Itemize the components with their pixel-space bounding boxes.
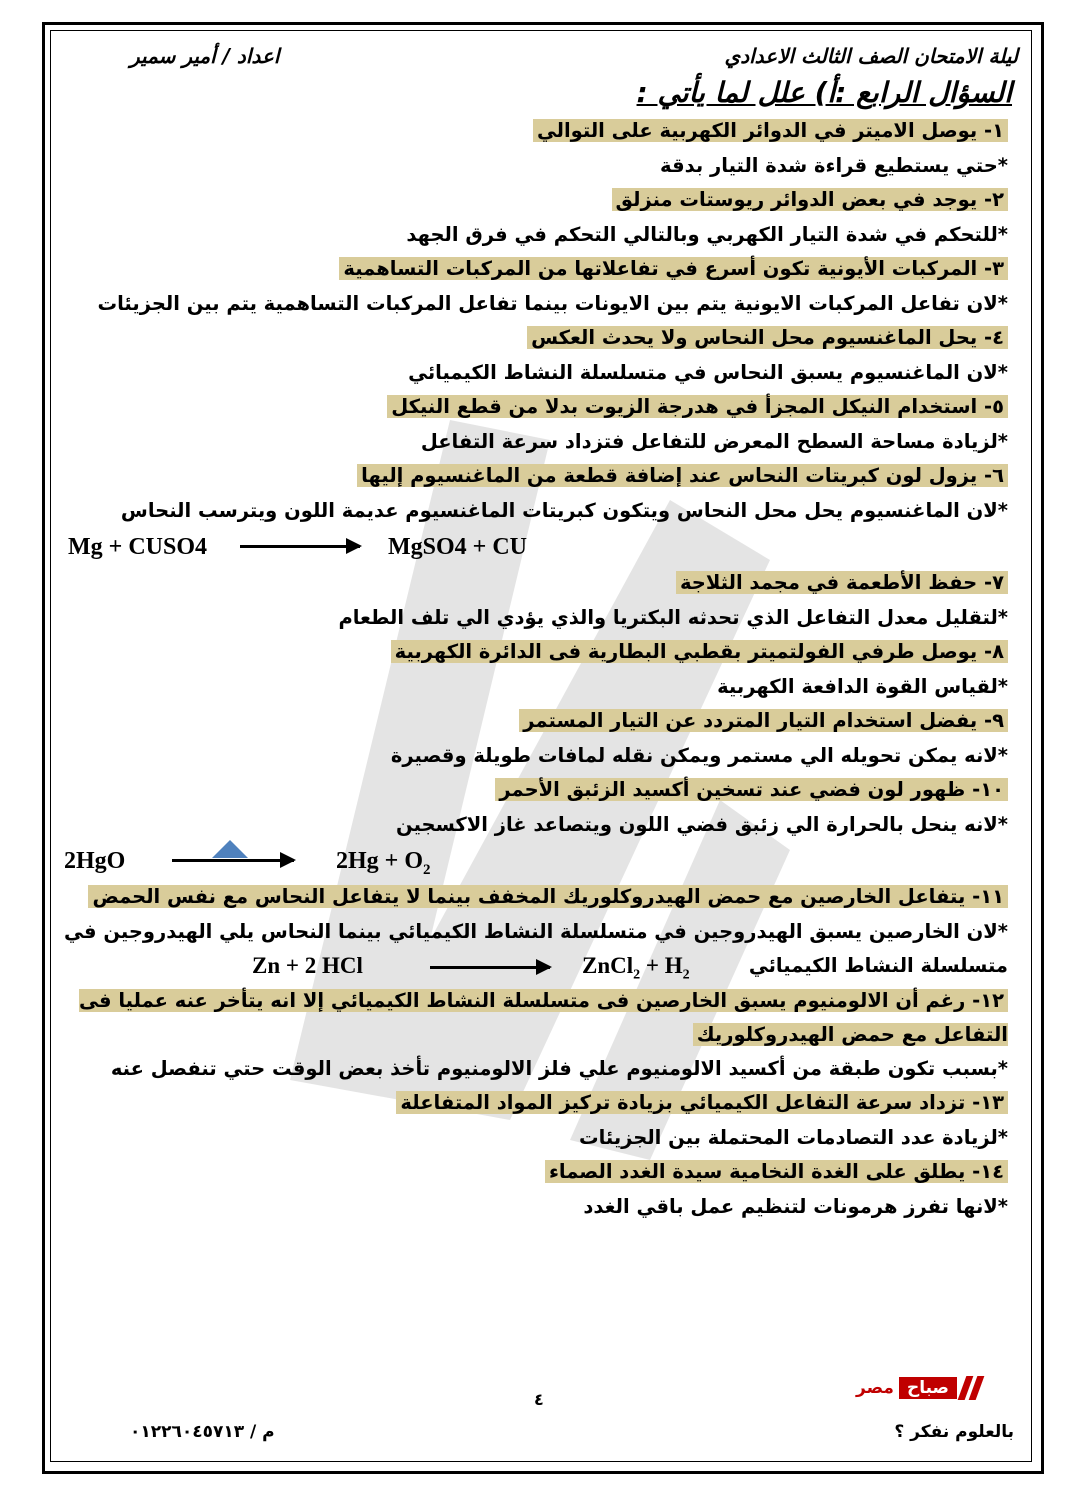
answer-12: *بسبب تكون طبقة من أكسيد الالومنيوم علي فلز الالومنيوم تأخذ بعض الوقت حتي تنفصل عنه xyxy=(110,1056,1008,1080)
question-8: ٨- يوصل طرفي الفولتميتر بقطبي البطارية فى الدائرة الكهربية xyxy=(68,635,1008,670)
answer-8: *لقياس القوة الدافعة الكهربية xyxy=(717,674,1008,698)
question-6: ٦- يزول لون كبريتات النحاس عند إضافة قطعة من الماغنسيوم إليها xyxy=(68,459,1008,494)
logo-box: صباح xyxy=(899,1377,957,1399)
eq2-right: $2Hg + O_2$ xyxy=(336,848,431,878)
eq3-right: ZnCl$_2$ + $H_2$ xyxy=(582,953,690,983)
header-title: ليلة الامتحان الصف الثالث الاعدادي xyxy=(724,44,1018,68)
answer-3: *لان تفاعل المركبات الايونية يتم بين الايونات بينما تفاعل المركبات التساهمية يتم بين الجزيئات xyxy=(97,291,1008,315)
answer-7: *لتقليل معدل التفاعل الذي تحدثه البكتريا والذي يؤدي الي تلف الطعام xyxy=(338,605,1008,629)
eq2-left: 2HgO xyxy=(64,848,126,874)
question-13: ١٣- تزداد سرعة التفاعل الكيميائي بزيادة تركيز المواد المتفاعلة xyxy=(68,1086,1008,1121)
question-14: ١٤- يطلق على الغدة النخامية سيدة الغدد الصماء xyxy=(68,1155,1008,1190)
answer-14: *لانها تفرز هرمونات لتنظيم عمل باقي الغدد xyxy=(583,1194,1008,1218)
answer-9: *لانه يمكن تحويله الي مستمر ويمكن نقله لمافات طويلة وقصيرة xyxy=(390,743,1008,767)
answer-1: *حتي يستطيع قراءة شدة التيار بدقة xyxy=(660,153,1008,177)
answer-13: *لزيادة عدد التصادمات المحتملة بين الجزيئات xyxy=(578,1125,1008,1149)
equation-hgo xyxy=(64,842,1008,880)
footer-slogan: بالعلوم نفكر ؟ xyxy=(894,1422,1014,1442)
reaction-arrow xyxy=(430,966,550,969)
logo-text: مصر xyxy=(856,1378,894,1398)
eq1-left: Mg + CUSO4 xyxy=(68,534,208,560)
question-1: ١- يوصل الاميتر في الدوائر الكهربية على التوالي xyxy=(68,114,1008,149)
heat-triangle-icon xyxy=(212,840,248,858)
question-7: ٧- حفظ الأطعمة في مجمد الثلاجة xyxy=(68,566,1008,601)
answer-11: *لان الخارصين يسبق الهيدروجين في متسلسلة النشاط الكيميائي بينما النحاس يلي الهيدروجين في xyxy=(64,919,1008,943)
reaction-arrow xyxy=(240,545,360,548)
question-title: السؤال الرابع :أ) علل لما يأتي : xyxy=(636,76,1012,109)
answer-4: *لان الماغنسيوم يسبق النحاس في متسلسلة النشاط الكيميائي xyxy=(408,360,1008,384)
brand-logo xyxy=(856,1376,1006,1404)
footer-phone: م / ٠١٢٢٦٠٤٥٧١٣ xyxy=(130,1422,275,1442)
page-number: ٤ xyxy=(534,1390,544,1409)
question-4: ٤- يحل الماغنسيوم محل النحاس ولا يحدث العكس xyxy=(68,321,1008,356)
answer-2: *للتحكم في شدة التيار الكهربي وبالتالي التحكم في فرق الجهد xyxy=(406,222,1008,246)
answer-11-cont: متسلسلة النشاط الكيميائي Zn + 2 HCl ZnCl$_2$ + $H_2$ xyxy=(68,949,1008,984)
question-3: ٣- المركبات الأيونية تكون أسرع في تفاعلاتها من المركبات التساهمية xyxy=(68,252,1008,287)
question-12: ١٢- رغم أن الالومنيوم يسبق الخارصين فى متسلسلة النشاط الكيميائي إلا انه يتأخر عنه عمليا فى التفاعل مع حمض الهيدروكلوريك xyxy=(79,988,1008,1046)
equation-mg-cuso4 xyxy=(68,528,1008,566)
header-author: اعداد / أمير سمير xyxy=(130,44,280,68)
question-9: ٩- يفضل استخدام التيار المتردد عن التيار المستمر xyxy=(68,704,1008,739)
answer-5: *لزيادة مساحة السطح المعرض للتفاعل فتزداد سرعة التفاعل xyxy=(420,429,1008,453)
answer-10: *لانه ينحل بالحرارة الي زئبق فضي اللون ويتصاعد غاز الاكسجين xyxy=(396,812,1008,836)
eq1-right: MgSO4 + CU xyxy=(388,534,528,560)
answer-6: *لان الماغنسيوم يحل محل النحاس ويتكون كبريتات الماغنسيوم عديمة اللون ويترسب النحاس xyxy=(120,498,1008,522)
question-10: ١٠- ظهور لون فضي عند تسخين أكسيد الزئبق الأحمر xyxy=(68,773,1008,808)
question-2: ٢- يوجد في بعض الدوائر ريوستات منزلق xyxy=(68,183,1008,218)
reaction-arrow xyxy=(172,859,294,862)
question-11: ١١- يتفاعل الخارصين مع حمض الهيدروكلوريك المخفف بينما لا يتفاعل النحاس مع نفس الحمض xyxy=(68,880,1008,915)
eq3-left: Zn + 2 HCl xyxy=(252,953,363,978)
question-5: ٥- استخدام النيكل المجزأ في هدرجة الزيوت بدلا من قطع النيكل xyxy=(68,390,1008,425)
content xyxy=(64,114,1008,1224)
